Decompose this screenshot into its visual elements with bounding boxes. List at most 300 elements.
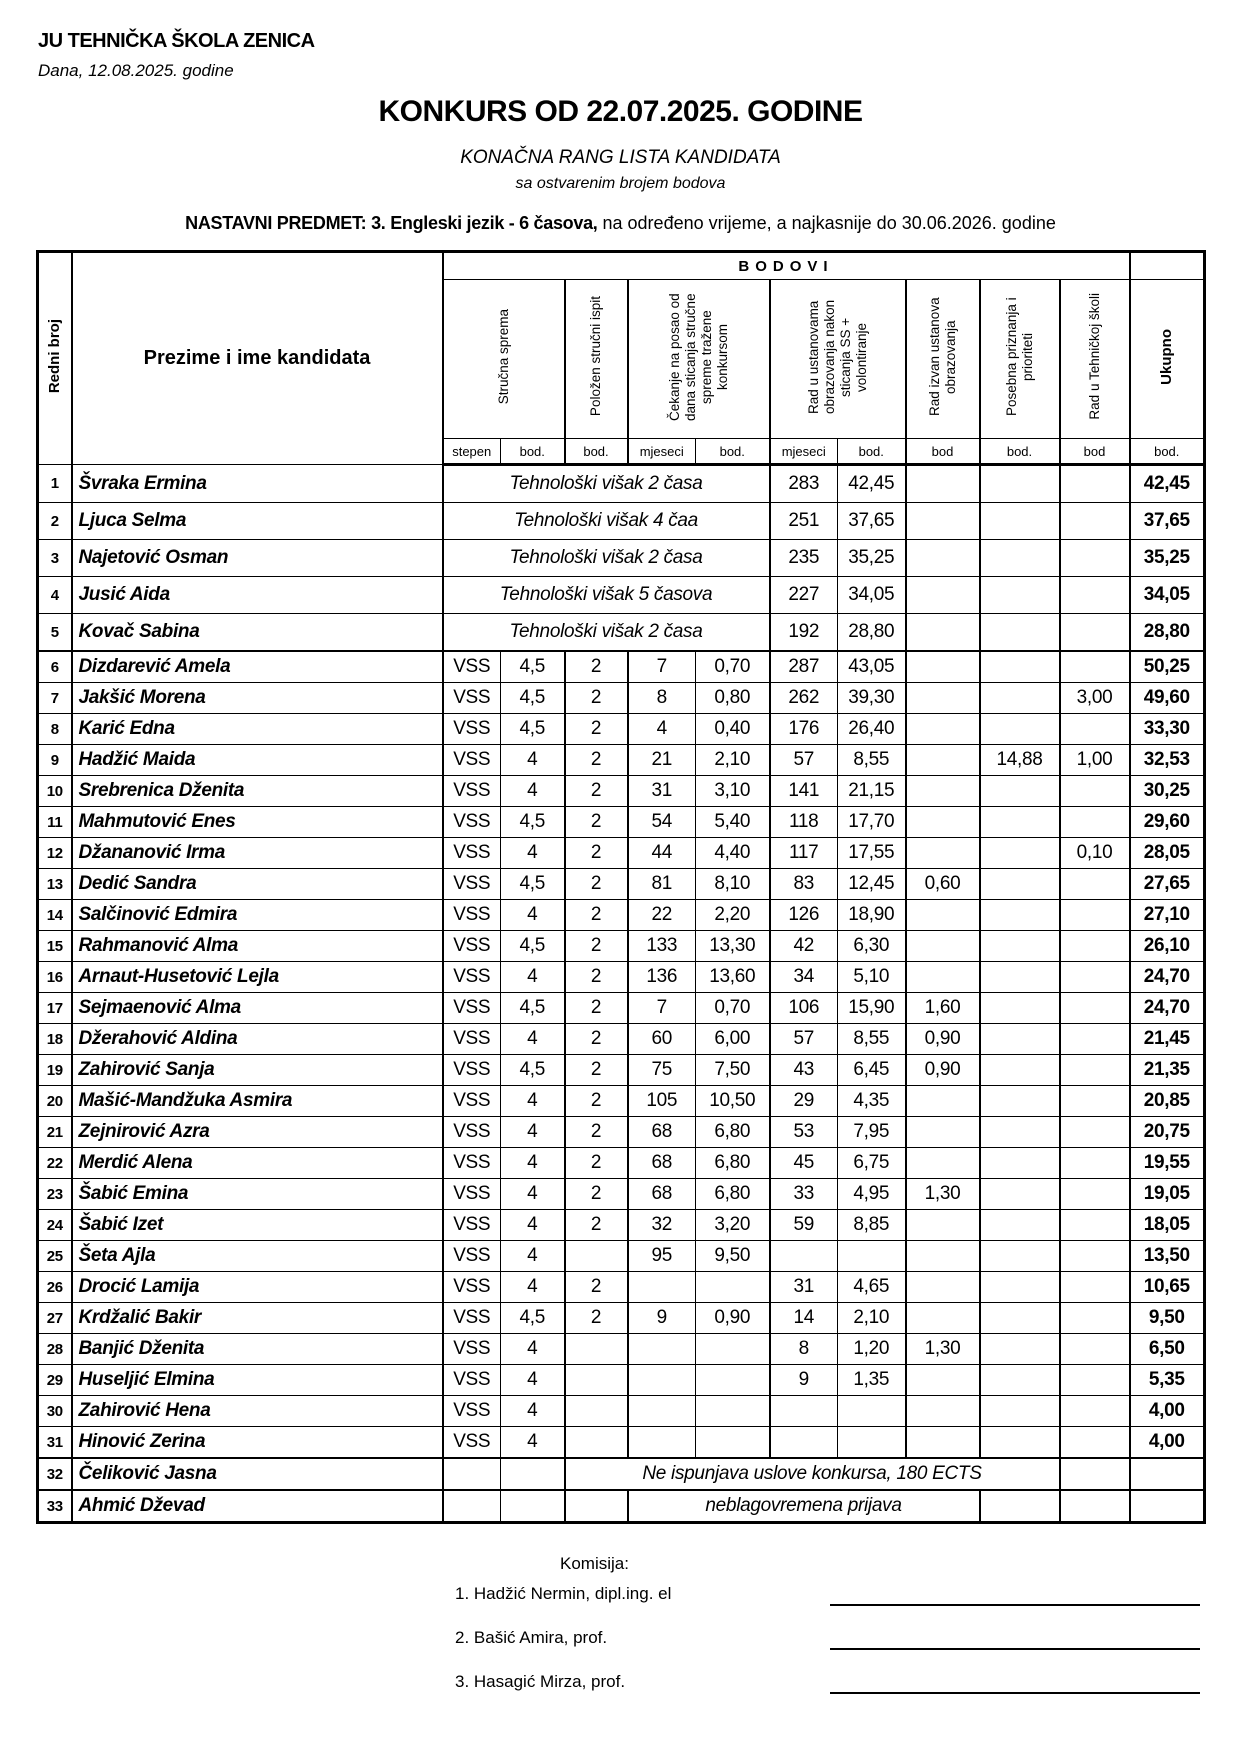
score-cell: 4,00 — [1130, 1396, 1205, 1427]
table-header — [38, 252, 1205, 465]
group-header-row — [38, 252, 1205, 280]
candidate-name-cell: Šeta Ajla — [72, 1241, 443, 1272]
page-title: KONKURS OD 22.07.2025. GODINE — [378, 95, 863, 128]
score-cell: 0,70 — [696, 993, 770, 1024]
table-row — [38, 465, 1205, 503]
score-cell: 7,95 — [838, 1117, 906, 1148]
score-cell: VSS — [443, 993, 501, 1024]
score-cell: VSS — [443, 1055, 501, 1086]
row-number-cell: 16 — [38, 962, 72, 993]
commission-member-row — [455, 1618, 1241, 1662]
score-cell: 32 — [628, 1210, 696, 1241]
score-cell: 22 — [628, 900, 696, 931]
score-cell: 1,20 — [838, 1334, 906, 1365]
score-cell: 14,88 — [980, 745, 1060, 776]
signature-line — [830, 1662, 1200, 1694]
score-cell: 262 — [770, 683, 838, 714]
score-cell: 2 — [565, 1303, 628, 1334]
candidate-name-cell: Karić Edna — [72, 714, 443, 745]
score-cell: 28,80 — [1130, 614, 1205, 652]
score-cell — [906, 714, 980, 745]
score-cell: 5,40 — [696, 807, 770, 838]
score-cell — [980, 993, 1060, 1024]
score-cell: Tehnološki višak 2 časa — [443, 614, 770, 652]
score-cell — [1060, 503, 1130, 540]
score-cell — [1060, 1117, 1130, 1148]
score-cell: 43 — [770, 1055, 838, 1086]
score-cell: 4,35 — [838, 1086, 906, 1117]
score-cell — [1060, 1210, 1130, 1241]
table-row — [38, 1210, 1205, 1241]
score-cell: 0,90 — [906, 1055, 980, 1086]
score-cell — [906, 1303, 980, 1334]
score-cell: 2 — [565, 776, 628, 807]
score-cell — [1060, 1241, 1130, 1272]
score-cell — [1060, 807, 1130, 838]
score-cell: 4 — [501, 1148, 565, 1179]
row-number-cell: 19 — [38, 1055, 72, 1086]
score-cell — [1060, 1179, 1130, 1210]
score-cell: 0,40 — [696, 714, 770, 745]
candidate-name-cell: Merdić Alena — [72, 1148, 443, 1179]
score-cell: 2 — [565, 900, 628, 931]
row-number-cell: 25 — [38, 1241, 72, 1272]
score-cell — [1060, 1303, 1130, 1334]
candidate-name-cell: Jusić Aida — [72, 577, 443, 614]
score-cell: 2 — [565, 1179, 628, 1210]
score-cell: 4,5 — [501, 807, 565, 838]
score-cell: 4 — [501, 1396, 565, 1427]
signature-line — [830, 1618, 1200, 1650]
score-cell — [906, 1427, 980, 1459]
score-cell: 81 — [628, 869, 696, 900]
score-cell — [1060, 651, 1130, 683]
score-cell: 33,30 — [1130, 714, 1205, 745]
score-cell: 8 — [770, 1334, 838, 1365]
row-number-cell: 7 — [38, 683, 72, 714]
rank-list-table — [36, 250, 1206, 1524]
school-name: JU TEHNIČKA ŠKOLA ZENICA — [38, 30, 315, 52]
score-cell: 1,30 — [906, 1334, 980, 1365]
score-cell — [980, 503, 1060, 540]
score-cell — [980, 807, 1060, 838]
score-cell: VSS — [443, 714, 501, 745]
score-cell: 8,55 — [838, 745, 906, 776]
score-cell — [980, 1334, 1060, 1365]
table-row — [38, 1458, 1205, 1490]
score-cell: 2 — [565, 651, 628, 683]
score-cell: 9 — [628, 1303, 696, 1334]
score-cell: 3,00 — [1060, 683, 1130, 714]
score-cell — [906, 962, 980, 993]
score-cell — [906, 465, 980, 503]
score-cell: 4,5 — [501, 651, 565, 683]
table-row — [38, 614, 1205, 652]
candidate-name-cell: Dedić Sandra — [72, 869, 443, 900]
score-cell: neblagovremena prijava — [628, 1490, 980, 1523]
score-cell — [980, 714, 1060, 745]
score-cell: 7 — [628, 993, 696, 1024]
unit-bod: bod. — [838, 439, 906, 465]
score-cell: 4 — [501, 1117, 565, 1148]
score-cell — [980, 1427, 1060, 1459]
subtitle-rang-lista: KONAČNA RANG LISTA KANDIDATA — [460, 147, 781, 168]
table-row — [38, 993, 1205, 1024]
score-cell: 287 — [770, 651, 838, 683]
score-cell — [906, 1365, 980, 1396]
score-cell: VSS — [443, 1334, 501, 1365]
score-cell — [980, 1117, 1060, 1148]
score-cell — [980, 1055, 1060, 1086]
score-cell: 4,5 — [501, 1055, 565, 1086]
score-cell: VSS — [443, 683, 501, 714]
score-cell: 21,45 — [1130, 1024, 1205, 1055]
score-cell: 68 — [628, 1148, 696, 1179]
score-cell: 60 — [628, 1024, 696, 1055]
score-cell: 4,5 — [501, 1303, 565, 1334]
score-cell — [1060, 869, 1130, 900]
score-cell: 2 — [565, 683, 628, 714]
score-cell: VSS — [443, 1365, 501, 1396]
score-cell — [565, 1490, 628, 1523]
score-cell: 4 — [501, 1334, 565, 1365]
row-number-cell: 11 — [38, 807, 72, 838]
score-cell — [980, 931, 1060, 962]
score-cell: 2,10 — [838, 1303, 906, 1334]
score-cell — [980, 838, 1060, 869]
score-cell: 1,00 — [1060, 745, 1130, 776]
row-number-cell: 32 — [38, 1458, 72, 1490]
table-row — [38, 1024, 1205, 1055]
score-cell — [628, 1396, 696, 1427]
score-cell: 4 — [501, 1179, 565, 1210]
score-cell — [980, 1490, 1060, 1523]
commission-member-row — [455, 1574, 1241, 1618]
score-cell: 18,05 — [1130, 1210, 1205, 1241]
row-number-cell: 28 — [38, 1334, 72, 1365]
score-cell: 32,53 — [1130, 745, 1205, 776]
score-cell — [906, 1117, 980, 1148]
candidate-name-cell: Drocić Lamija — [72, 1272, 443, 1303]
score-cell: 4 — [501, 1024, 565, 1055]
score-cell — [906, 745, 980, 776]
score-cell — [980, 1024, 1060, 1055]
score-cell: 8,85 — [838, 1210, 906, 1241]
score-cell: 227 — [770, 577, 838, 614]
table-row — [38, 900, 1205, 931]
score-cell — [906, 1396, 980, 1427]
row-number-cell: 1 — [38, 465, 72, 503]
score-cell: 1,30 — [906, 1179, 980, 1210]
score-cell — [628, 1334, 696, 1365]
score-cell: Tehnološki višak 5 časova — [443, 577, 770, 614]
score-cell: 0,70 — [696, 651, 770, 683]
row-number-cell: 33 — [38, 1490, 72, 1523]
score-cell — [565, 1427, 628, 1459]
score-cell: 5,10 — [838, 962, 906, 993]
score-cell — [1060, 1365, 1130, 1396]
score-cell: 192 — [770, 614, 838, 652]
score-cell — [1060, 1490, 1130, 1523]
score-cell: 21,15 — [838, 776, 906, 807]
table-row — [38, 1396, 1205, 1427]
score-cell: 9 — [770, 1365, 838, 1396]
score-cell: 26,10 — [1130, 931, 1205, 962]
candidate-name-cell: Džerahović Aldina — [72, 1024, 443, 1055]
table-row — [38, 540, 1205, 577]
score-cell: 42 — [770, 931, 838, 962]
score-cell — [1060, 1396, 1130, 1427]
table-row — [38, 577, 1205, 614]
subtitle-bodovi: sa ostvarenim brojem bodova — [515, 175, 726, 192]
score-cell: 4 — [501, 900, 565, 931]
row-number-cell: 10 — [38, 776, 72, 807]
score-cell — [1060, 962, 1130, 993]
score-cell: VSS — [443, 1024, 501, 1055]
table-row — [38, 1365, 1205, 1396]
table-row — [38, 807, 1205, 838]
score-cell: VSS — [443, 1179, 501, 1210]
score-cell — [770, 1427, 838, 1459]
score-cell: 54 — [628, 807, 696, 838]
commission-footer — [0, 1554, 1241, 1706]
score-cell — [906, 503, 980, 540]
score-cell: 7 — [628, 651, 696, 683]
score-cell: 42,45 — [1130, 465, 1205, 503]
row-number-cell: 5 — [38, 614, 72, 652]
score-cell: 35,25 — [1130, 540, 1205, 577]
score-cell — [838, 1427, 906, 1459]
score-cell: 34,05 — [838, 577, 906, 614]
score-cell: 29,60 — [1130, 807, 1205, 838]
score-cell: VSS — [443, 1272, 501, 1303]
score-cell — [980, 900, 1060, 931]
score-cell: 4 — [501, 776, 565, 807]
score-cell: 75 — [628, 1055, 696, 1086]
row-number-cell: 12 — [38, 838, 72, 869]
score-cell: 8 — [628, 683, 696, 714]
candidate-name-cell: Šabić Izet — [72, 1210, 443, 1241]
table-row — [38, 503, 1205, 540]
score-cell: 10,65 — [1130, 1272, 1205, 1303]
score-cell — [906, 931, 980, 962]
score-cell: 4,00 — [1130, 1427, 1205, 1459]
score-cell: 37,65 — [1130, 503, 1205, 540]
score-cell: 2 — [565, 1272, 628, 1303]
column-header-ukupno: Ukupno — [1130, 280, 1205, 439]
score-cell: 4,5 — [501, 993, 565, 1024]
score-cell: 14 — [770, 1303, 838, 1334]
score-cell: 26,40 — [838, 714, 906, 745]
unit-mjeseci: mjeseci — [628, 439, 696, 465]
score-cell: 4 — [501, 1272, 565, 1303]
score-cell: 6,80 — [696, 1148, 770, 1179]
score-cell: 17,70 — [838, 807, 906, 838]
score-cell — [980, 1272, 1060, 1303]
score-cell: 2 — [565, 1210, 628, 1241]
row-number-cell: 6 — [38, 651, 72, 683]
row-number-cell: 21 — [38, 1117, 72, 1148]
score-cell: Tehnološki višak 2 časa — [443, 540, 770, 577]
subject-bold: NASTAVNI PREDMET: 3. Engleski jezik - 6 časova, — [185, 213, 598, 233]
score-cell — [770, 1396, 838, 1427]
column-header-redni-broj: Redni broj — [38, 252, 72, 465]
subject-line — [0, 213, 1241, 234]
score-cell — [980, 962, 1060, 993]
candidate-name-cell: Ljuca Selma — [72, 503, 443, 540]
score-cell: 0,60 — [906, 869, 980, 900]
row-number-cell: 4 — [38, 577, 72, 614]
table-row — [38, 962, 1205, 993]
score-cell: 4,5 — [501, 869, 565, 900]
score-cell — [980, 1365, 1060, 1396]
score-cell: VSS — [443, 1303, 501, 1334]
score-cell: 30,25 — [1130, 776, 1205, 807]
score-cell: 28,05 — [1130, 838, 1205, 869]
score-cell: 9,50 — [1130, 1303, 1205, 1334]
score-cell — [906, 577, 980, 614]
score-cell: 251 — [770, 503, 838, 540]
score-cell: 2 — [565, 1148, 628, 1179]
score-cell — [1060, 1458, 1130, 1490]
score-cell: 0,90 — [906, 1024, 980, 1055]
score-cell — [1060, 1334, 1130, 1365]
candidate-name-cell: Sejmaenović Alma — [72, 993, 443, 1024]
score-cell: VSS — [443, 931, 501, 962]
row-number-cell: 17 — [38, 993, 72, 1024]
score-cell — [565, 1334, 628, 1365]
candidate-name-cell: Šabić Emina — [72, 1179, 443, 1210]
score-cell — [980, 1396, 1060, 1427]
score-cell — [906, 540, 980, 577]
unit-bod: bod. — [696, 439, 770, 465]
row-number-cell: 29 — [38, 1365, 72, 1396]
table-row — [38, 1179, 1205, 1210]
table-row — [38, 931, 1205, 962]
row-number-cell: 18 — [38, 1024, 72, 1055]
candidate-name-cell: Najetović Osman — [72, 540, 443, 577]
score-cell: 4 — [501, 1427, 565, 1459]
score-cell: 2,20 — [696, 900, 770, 931]
row-number-cell: 31 — [38, 1427, 72, 1459]
score-cell — [1060, 714, 1130, 745]
score-cell — [980, 1148, 1060, 1179]
score-cell: 53 — [770, 1117, 838, 1148]
score-cell: 6,30 — [838, 931, 906, 962]
table-row — [38, 1490, 1205, 1523]
score-cell — [1060, 1024, 1130, 1055]
commission-member: 2. Bašić Amira, prof. — [455, 1628, 608, 1647]
score-cell — [1060, 1427, 1130, 1459]
score-cell: 3,20 — [696, 1210, 770, 1241]
candidate-name-cell: Mahmutović Enes — [72, 807, 443, 838]
score-cell — [980, 465, 1060, 503]
score-cell — [628, 1365, 696, 1396]
candidate-name-cell: Zejnirović Azra — [72, 1117, 443, 1148]
score-cell: VSS — [443, 745, 501, 776]
score-cell: 2 — [565, 714, 628, 745]
score-cell — [1060, 465, 1130, 503]
score-cell: 57 — [770, 1024, 838, 1055]
candidate-name-cell: Švraka Ermina — [72, 465, 443, 503]
score-cell: 4,65 — [838, 1272, 906, 1303]
score-cell: VSS — [443, 807, 501, 838]
score-cell: 45 — [770, 1148, 838, 1179]
column-header-prezime-ime: Prezime i ime kandidata — [72, 252, 443, 465]
score-cell: 12,45 — [838, 869, 906, 900]
row-number-cell: 3 — [38, 540, 72, 577]
score-cell: 2 — [565, 1086, 628, 1117]
score-cell — [906, 651, 980, 683]
score-cell: 39,30 — [838, 683, 906, 714]
score-cell: 37,65 — [838, 503, 906, 540]
score-cell: VSS — [443, 962, 501, 993]
column-header-cekanje: Čekanje na posao od dana sticanja stručne spreme tražene konkursom — [628, 280, 770, 439]
table-row — [38, 869, 1205, 900]
score-cell — [838, 1241, 906, 1272]
score-cell: 4,95 — [838, 1179, 906, 1210]
subject-rest: na određeno vrijeme, a najkasnije do 30.06.2026. godine — [597, 213, 1056, 233]
score-cell — [980, 869, 1060, 900]
score-cell: 4 — [628, 714, 696, 745]
candidate-name-cell: Rahmanović Alma — [72, 931, 443, 962]
score-cell: 6,50 — [1130, 1334, 1205, 1365]
row-number-cell: 27 — [38, 1303, 72, 1334]
row-number-cell: 9 — [38, 745, 72, 776]
score-cell: 126 — [770, 900, 838, 931]
score-cell — [906, 1272, 980, 1303]
score-cell: 31 — [770, 1272, 838, 1303]
score-cell: 13,50 — [1130, 1241, 1205, 1272]
score-cell — [906, 900, 980, 931]
score-cell: VSS — [443, 1241, 501, 1272]
commission-member: 3. Hasagić Mirza, prof. — [455, 1672, 626, 1691]
score-cell: 27,65 — [1130, 869, 1205, 900]
table-row — [38, 1148, 1205, 1179]
score-cell: 4 — [501, 745, 565, 776]
table-row — [38, 1241, 1205, 1272]
score-cell — [906, 1148, 980, 1179]
score-cell: 2 — [565, 838, 628, 869]
column-header-rad-ustanove: Rad u ustanovama obrazovanja nakon sticanja SS + volontiranje — [770, 280, 906, 439]
score-cell: 43,05 — [838, 651, 906, 683]
score-cell: 235 — [770, 540, 838, 577]
score-cell — [696, 1334, 770, 1365]
score-cell: VSS — [443, 1210, 501, 1241]
score-cell — [565, 1365, 628, 1396]
score-cell — [1060, 614, 1130, 652]
score-cell — [980, 540, 1060, 577]
score-cell: 283 — [770, 465, 838, 503]
score-cell — [628, 1427, 696, 1459]
signature-line — [830, 1574, 1200, 1606]
score-cell: 118 — [770, 807, 838, 838]
score-cell: 8,10 — [696, 869, 770, 900]
score-cell — [1060, 900, 1130, 931]
score-cell — [906, 1241, 980, 1272]
score-cell — [980, 614, 1060, 652]
score-cell — [443, 1458, 501, 1490]
score-cell: 21 — [628, 745, 696, 776]
score-cell: 29 — [770, 1086, 838, 1117]
score-cell: Tehnološki višak 4 čaa — [443, 503, 770, 540]
score-cell: 57 — [770, 745, 838, 776]
unit-bod: bod — [906, 439, 980, 465]
score-cell: 31 — [628, 776, 696, 807]
candidate-name-cell: Kovač Sabina — [72, 614, 443, 652]
row-number-cell: 23 — [38, 1179, 72, 1210]
score-cell — [1130, 1490, 1205, 1523]
